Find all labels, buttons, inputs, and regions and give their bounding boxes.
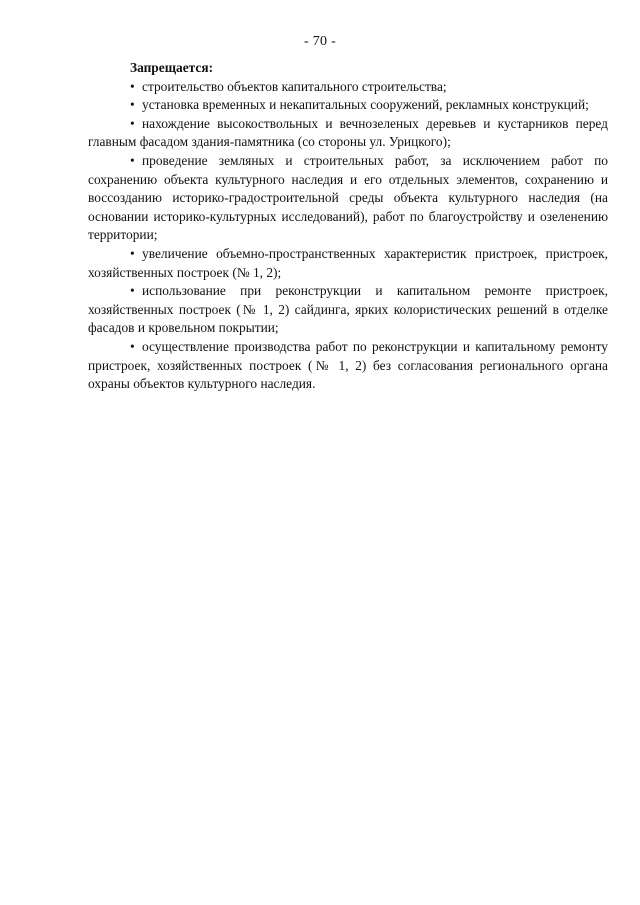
list-item bbox=[88, 96, 608, 115]
bullet-icon: • bbox=[130, 283, 135, 299]
list-item-text: увеличение объемно-пространственных характеристик пристроек, пристроек, хозяйственных построек (№ 1, 2); bbox=[88, 245, 608, 280]
bullet-icon: • bbox=[130, 97, 135, 113]
list-item bbox=[88, 152, 608, 245]
list-item bbox=[88, 338, 608, 394]
list-item-text: установка временных и некапитальных сооружений, рекламных конструкций; bbox=[142, 97, 589, 113]
list-item bbox=[88, 78, 608, 97]
list-item bbox=[88, 115, 608, 152]
bullet-icon: • bbox=[130, 338, 135, 354]
list-item-text: нахождение высокоствольных и вечнозеленых деревьев и кустарников перед главным фасадом здания-памятника (со стороны ул. Урицкого); bbox=[88, 115, 608, 150]
list-item-text: проведение земляных и строительных работ, за исключением работ по сохранению объекта культурного наследия и его отдельных элементов, сохранению и воссозданию историко-градостроительной среды объекта культурного наследия (на основании историко-культурных исследований), работ по благоустройству и озеленению территории; bbox=[88, 152, 608, 243]
list-item-text: использование при реконструкции и капитальном ремонте пристроек, хозяйственных построек (№ 1, 2) сайдинга, ярких колористических решений в отделке фасадов и кровельном покрытии; bbox=[88, 283, 608, 336]
bullet-icon: • bbox=[130, 245, 135, 261]
section-heading: Запрещается: bbox=[130, 60, 214, 75]
bullet-icon: • bbox=[130, 152, 135, 168]
list-item bbox=[88, 245, 608, 282]
page-number: - 70 - bbox=[303, 34, 337, 49]
prohibitions-section bbox=[88, 59, 608, 394]
list-item bbox=[88, 282, 608, 338]
bullet-icon: • bbox=[130, 78, 135, 94]
bullet-icon: • bbox=[130, 115, 135, 131]
list-item-text: осуществление производства работ по реконструкции и капитальному ремонту пристроек, хозяйственных построек (№ 1, 2) без согласования регионального органа охраны объектов культурного наследия. bbox=[88, 338, 608, 392]
list-item-text: строительство объектов капитального строительства; bbox=[142, 78, 447, 94]
